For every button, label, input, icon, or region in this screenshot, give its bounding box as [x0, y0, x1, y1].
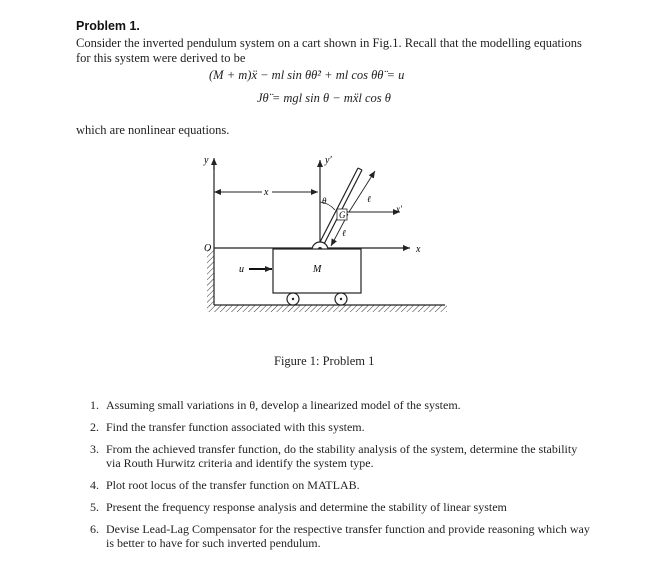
task-number: 3.: [90, 442, 99, 456]
equation-1: (M + m)ẍ − ml sin θθ̇² + ml cos θθ̈ = u: [209, 68, 405, 82]
task-text: Devise Lead-Lag Compensator for the respective transfer function and provide reasoning which way is better to have for such inverted pendulum.: [106, 522, 590, 550]
task-number: 5.: [90, 500, 99, 514]
ground-hatching: [207, 305, 447, 312]
figure-caption: Figure 1: Problem 1: [274, 354, 375, 368]
list-item: [90, 522, 590, 550]
task-number: 6.: [90, 522, 99, 536]
label-x-prime: x′: [396, 204, 402, 214]
task-number: 4.: [90, 478, 99, 492]
label-y-prime: y′: [325, 155, 332, 166]
label-ell-lower: ℓ: [342, 228, 346, 238]
label-G: G: [339, 210, 346, 220]
task-text: Plot root locus of the transfer function on MATLAB.: [106, 478, 360, 492]
label-origin: O: [204, 243, 212, 254]
task-text: From the achieved transfer function, do the stability analysis of the system, determine the stability via Routh Hurwitz criteria and identify the system type.: [106, 442, 578, 470]
cart-wheel-left-hub: [292, 298, 294, 300]
list-item: [90, 478, 590, 492]
nonlinear-note: which are nonlinear equations.: [76, 123, 230, 137]
wall-hatching: [207, 249, 214, 306]
task-number: 2.: [90, 420, 99, 434]
cart-wheel-right-hub: [340, 298, 342, 300]
label-theta: θ: [322, 196, 327, 206]
list-item: [90, 398, 590, 412]
list-item: [90, 420, 590, 434]
pendulum-rod-top: [358, 168, 362, 170]
label-ell-upper: ℓ: [367, 194, 371, 204]
problem-title: Problem 1.: [76, 19, 140, 33]
equation-2: Jθ̈ = mgl sin θ − mẍl cos θ: [257, 91, 391, 105]
task-text: Assuming small variations in θ, develop a linearized model of the system.: [106, 398, 461, 412]
task-text: Find the transfer function associated with this system.: [106, 420, 365, 434]
task-text: Present the frequency response analysis and determine the stability of linear system: [106, 500, 507, 514]
task-number: 1.: [90, 398, 99, 412]
label-u: u: [239, 264, 244, 275]
label-x-dim: x: [264, 187, 269, 198]
problem-intro: Consider the inverted pendulum system on a cart shown in Fig.1. Recall that the modelling equations for this system were derived to be: [76, 36, 582, 65]
label-y: y: [204, 155, 209, 166]
list-item: [90, 442, 590, 470]
label-x-axis: x: [416, 244, 421, 255]
label-M: M: [313, 264, 322, 275]
list-item: [90, 500, 590, 514]
task-list: [90, 398, 590, 558]
